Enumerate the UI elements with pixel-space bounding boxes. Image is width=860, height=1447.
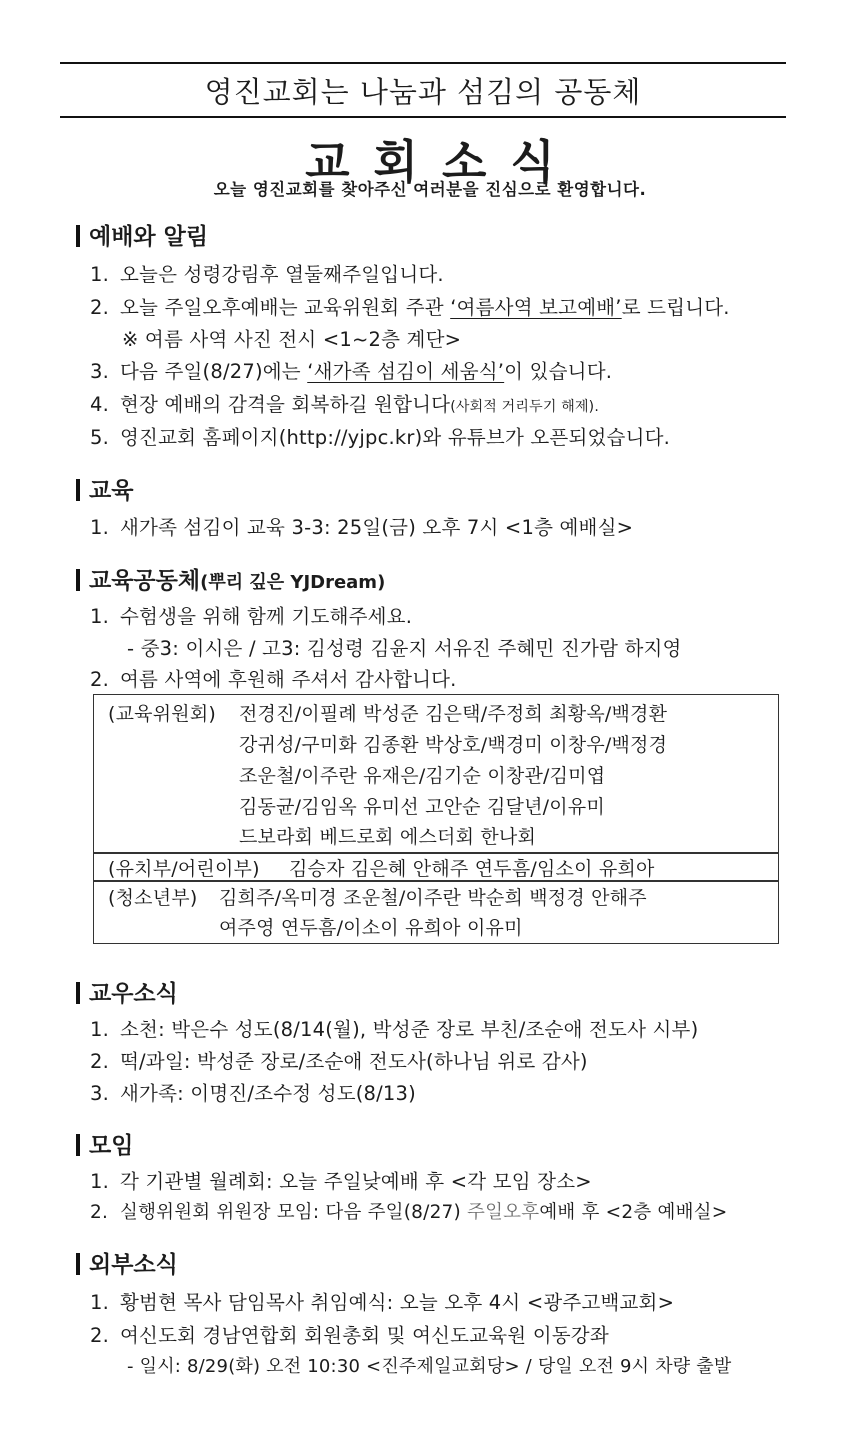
student-list: - 중3: 이시은 / 고3: 김성령 김윤지 서유진 주혜민 진가람 하지영 (127, 637, 682, 660)
donor-line: 김희주/옥미경 조운철/이주란 박순희 백정경 안해주 (219, 887, 647, 909)
highlighted-event: ‘여름사역 보고예배’ (450, 296, 622, 319)
top-rule (60, 62, 786, 64)
donor-line: 김승자 김은혜 안해주 연두흠/임소이 유희아 (289, 858, 655, 880)
donor-line: 드보라회 베드로회 에스더회 한나회 (239, 826, 537, 848)
highlighted-event: ‘새가족 섬김이 세움식’ (307, 360, 505, 383)
list-item: 4. 현장 예배의 감격을 회복하길 원합니다(사회적 거리두기 해제). (90, 393, 599, 416)
heading-bar (76, 225, 80, 247)
heading-bar (76, 1134, 80, 1156)
list-item: 2. 여름 사역에 후원해 주셔서 감사합니다. (90, 668, 457, 691)
list-item: 3. 다음 주일(8/27)에는 ‘새가족 섬김이 세움식’이 있습니다. (90, 360, 613, 383)
section-heading-external: 외부소식 (76, 1246, 178, 1279)
welcome-message: 오늘 영진교회를 찾아주신 여러분을 진심으로 환영합니다. (213, 180, 647, 199)
note-line: ※ 여름 사역 사진 전시 <1~2층 계단> (122, 328, 462, 351)
donor-label: (유치부/어린이부) (108, 858, 260, 880)
heading-bar (76, 982, 80, 1004)
list-item: 2. 오늘 주일오후예배는 교육위원회 주관 ‘여름사역 보고예배’로 드립니다. (90, 296, 730, 319)
section-heading-edu-community: 교육공동체(뿌리 깊은 YJDream) (76, 562, 385, 595)
list-item: 1. 오늘은 성령강림후 열둘째주일입니다. (90, 263, 444, 286)
donor-line: 강귀성/구미화 김종환 박상호/백경미 이창우/백정경 (239, 734, 668, 756)
church-motto: 영진교회는 나눔과 섬김의 공동체 (204, 75, 642, 109)
section-heading-members: 교우소식 (76, 975, 178, 1008)
heading-bar (76, 479, 80, 501)
donor-line: 전경진/이필례 박성준 김은택/주정희 최황옥/백경환 (239, 703, 668, 725)
section-heading-education: 교육 (76, 472, 133, 505)
list-item: 1. 소천: 박은수 성도(8/14(월), 박성준 장로 부친/조순애 전도사 시부) (90, 1018, 699, 1041)
bottom-rule (60, 116, 786, 118)
schedule-line: - 일시: 8/29(화) 오전 10:30 <진주제일교회당> / 당일 오전 9시 차량 출발 (127, 1356, 732, 1377)
list-item: 2. 떡/과일: 박성준 장로/조순애 전도사(하나님 위로 감사) (90, 1050, 588, 1073)
list-item: 3. 새가족: 이명진/조수정 성도(8/13) (90, 1082, 416, 1105)
donor-label: (청소년부) (108, 887, 198, 909)
donor-line: 조운철/이주란 유재은/김기순 이창관/김미엽 (239, 765, 606, 787)
donor-box-committee (93, 694, 779, 854)
list-item: 5. 영진교회 홈페이지(http://yjpc.kr)와 유튜브가 오픈되었습니다. (90, 426, 671, 449)
list-item: 2. 실행위원회 위원장 모임: 다음 주일(8/27) 주일오후예배 후 <2층 예배실> (90, 1202, 728, 1223)
page-title: 교회소식 (305, 135, 579, 189)
donor-box-youth (93, 880, 779, 944)
section-heading-worship: 예배와 알림 (76, 218, 208, 251)
heading-bar (76, 1253, 80, 1275)
heading-bar (76, 569, 80, 591)
list-item: 1. 각 기관별 월례회: 오늘 주일낮예배 후 <각 모임 장소> (90, 1170, 592, 1193)
list-item: 2. 여신도회 경남연합회 회원총회 및 여신도교육원 이동강좌 (90, 1324, 609, 1347)
donor-line: 김동균/김임옥 유미선 고안순 김달년/이유미 (239, 796, 605, 818)
donor-line: 여주영 연두흠/이소이 유희아 이유미 (219, 917, 523, 939)
list-item: 1. 수험생을 위해 함께 기도해주세요. (90, 605, 413, 628)
list-item: 1. 새가족 섬김이 교육 3-3: 25일(금) 오후 7시 <1층 예배실> (90, 516, 634, 539)
donor-box-kinder (93, 852, 779, 882)
list-item: 1. 황범현 목사 담임목사 취임예식: 오늘 오후 4시 <광주고백교회> (90, 1291, 675, 1314)
section-heading-meetings: 모임 (76, 1127, 133, 1160)
donor-label: (교육위원회) (108, 703, 216, 725)
